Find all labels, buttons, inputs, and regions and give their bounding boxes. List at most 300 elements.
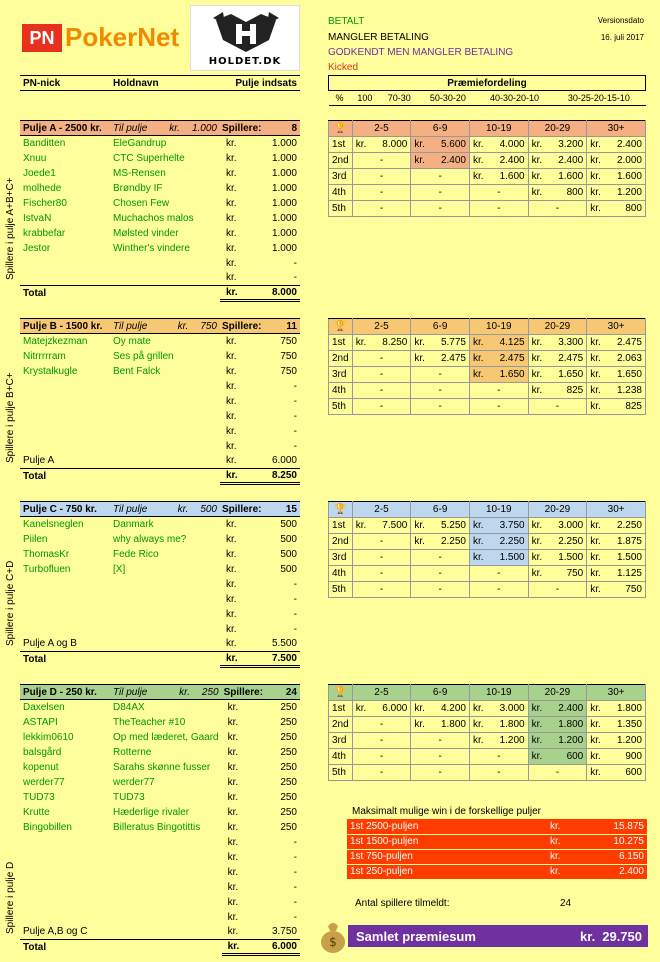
place-label: 2nd (329, 534, 353, 550)
player-team (110, 637, 220, 652)
prize-row (329, 534, 646, 550)
prize-empty: - (469, 582, 528, 598)
place-label: 5th (329, 201, 353, 217)
prize-value: 2.475 (604, 335, 645, 351)
player-kr: kr. (226, 350, 237, 362)
player-kr: kr. (226, 212, 237, 224)
player-kr: kr. (227, 716, 239, 728)
player-row[interactable] (20, 349, 300, 364)
pool-til (110, 502, 220, 517)
player-row[interactable] (20, 715, 300, 730)
prize-kr: kr. (411, 351, 429, 367)
player-row[interactable] (20, 805, 300, 820)
player-row[interactable] (20, 895, 300, 910)
samlet-kr: kr. (580, 929, 596, 944)
prize-col-header: 30+ (587, 319, 646, 335)
pool-spillere (220, 502, 300, 517)
player-kr: kr. (227, 761, 239, 773)
player-amount: 250 (280, 821, 297, 833)
player-kr: kr. (226, 425, 237, 437)
player-nick (20, 379, 110, 394)
player-row[interactable] (20, 181, 300, 196)
player-nick: Turbofluen (23, 563, 71, 575)
player-nick: lekkim0610 (23, 731, 74, 743)
prize-col-header: 10-19 (469, 502, 528, 518)
player-nick (20, 880, 110, 895)
prize-empty: - (352, 153, 411, 169)
player-row[interactable] (20, 532, 300, 547)
total-kr: kr. (226, 653, 238, 664)
max-win-value: 6.150 (577, 849, 647, 864)
prize-kr: kr. (587, 383, 605, 399)
prize-kr: kr. (587, 717, 605, 733)
versionsdato-value: 16. juli 2017 (600, 33, 644, 42)
til-pulje-label: Til pulje (113, 686, 148, 698)
total-label: Total (20, 940, 110, 955)
holdet-logo (190, 5, 300, 71)
pool-title: Pulje C - 750 kr. (20, 502, 110, 517)
player-kr: kr. (226, 272, 237, 284)
player-team (110, 910, 222, 925)
max-win-value: 10.275 (577, 834, 647, 849)
til-pulje-amount: 250 (201, 686, 219, 698)
total-label: Total (20, 286, 110, 301)
prize-row (329, 749, 646, 765)
player-amount: 250 (280, 731, 297, 743)
samlet-label: Samlet præmiesum (356, 929, 476, 944)
player-team: Chosen Few (113, 197, 170, 209)
pool-header (20, 685, 300, 700)
player-nick (20, 865, 110, 880)
spillere-count: 8 (291, 122, 297, 134)
player-kr: kr. (227, 806, 239, 818)
prize-kr: kr. (469, 335, 487, 351)
prize-value: 4.000 (487, 137, 528, 153)
player-row[interactable] (20, 151, 300, 166)
antal-value: 24 (560, 898, 572, 909)
player-row[interactable] (20, 925, 300, 940)
player-amount: - (293, 440, 297, 452)
prize-kr: kr. (469, 550, 487, 566)
player-row[interactable] (20, 835, 300, 850)
player-team: Fede Rico (113, 548, 159, 560)
player-row[interactable] (20, 334, 300, 349)
prize-kr: kr. (352, 137, 370, 153)
prize-value: 1.500 (487, 550, 528, 566)
max-win-kr: kr. (547, 819, 577, 834)
pool-header (20, 319, 300, 334)
prize-kr: kr. (587, 765, 605, 781)
prize-value: 1.650 (604, 367, 645, 383)
prize-empty: - (411, 733, 470, 749)
til-pulje-label: Til pulje (113, 320, 148, 332)
prize-value: 5.775 (428, 335, 469, 351)
player-team: CTC Superhelte (113, 152, 185, 164)
player-kr: kr. (226, 137, 237, 149)
pool-total-row (20, 652, 300, 667)
player-amount: 1.000 (271, 152, 297, 164)
player-kr: kr. (227, 746, 239, 758)
player-row[interactable] (20, 271, 300, 286)
max-win-pool: 1st 1500-puljen (347, 834, 547, 849)
samlet-praemiesum (348, 925, 648, 947)
player-team: Brøndby IF (113, 182, 163, 194)
player-nick: Xnuu (23, 152, 47, 164)
player-row[interactable] (20, 700, 300, 715)
player-nick (20, 577, 110, 592)
place-label: 1st (329, 137, 353, 153)
player-kr: kr. (226, 197, 237, 209)
place-label: 4th (329, 185, 353, 201)
prize-row (329, 582, 646, 598)
til-pulje-amount: 500 (200, 503, 217, 515)
pool-d-players-table (20, 684, 300, 956)
player-kr: kr. (226, 455, 237, 467)
prize-empty: - (352, 566, 411, 582)
prize-value: 6.000 (370, 701, 411, 717)
prize-empty: - (469, 201, 528, 217)
spillere-label: Spillere: (222, 503, 262, 515)
player-kr: kr. (226, 533, 237, 545)
prize-row (329, 566, 646, 582)
prize-empty: - (411, 550, 470, 566)
prize-value: 800 (604, 201, 645, 217)
prize-row (329, 367, 646, 383)
player-amount: - (293, 623, 297, 635)
prize-kr: kr. (528, 351, 546, 367)
player-amount: 250 (280, 701, 297, 713)
player-amount: 1.000 (271, 212, 297, 224)
spillere-label: Spillere: (222, 122, 262, 134)
player-row[interactable] (20, 364, 300, 379)
prize-value: 8.000 (370, 137, 411, 153)
player-team: Ses på grillen (113, 350, 174, 362)
prize-col-header: 6-9 (411, 502, 470, 518)
prize-empty: - (411, 169, 470, 185)
player-team (110, 880, 222, 895)
player-row[interactable] (20, 226, 300, 241)
trophy-icon: 🏆 (329, 502, 353, 518)
prize-kr: kr. (528, 701, 546, 717)
player-row[interactable] (20, 910, 300, 925)
prize-kr: kr. (528, 185, 546, 201)
samlet-value: 29.750 (602, 929, 642, 944)
player-nick: Daxelsen (23, 701, 65, 713)
pool-total-row (20, 286, 300, 301)
player-row[interactable] (20, 865, 300, 880)
player-row[interactable] (20, 760, 300, 775)
player-row[interactable] (20, 517, 300, 532)
prize-kr: kr. (469, 351, 487, 367)
prize-value: 750 (546, 566, 587, 582)
prize-value: 1.800 (487, 717, 528, 733)
player-row[interactable] (20, 880, 300, 895)
prize-empty: - (469, 749, 528, 765)
left-header (20, 75, 300, 91)
max-win-title: Maksimalt mulige win i de forskellige puljer (352, 806, 541, 817)
pct-col: 30-25-20-15-10 (552, 91, 645, 106)
prize-empty: - (411, 201, 470, 217)
player-team: Op med læderet, Gaard (113, 731, 219, 743)
player-row[interactable] (20, 730, 300, 745)
prize-empty: - (352, 367, 411, 383)
prize-value: 800 (546, 185, 587, 201)
prize-value: 1.600 (487, 169, 528, 185)
prize-row (329, 201, 646, 217)
player-kr: kr. (227, 791, 239, 803)
prize-col-header: 2-5 (352, 685, 411, 701)
prize-value: 2.400 (428, 153, 469, 169)
player-row[interactable] (20, 439, 300, 454)
player-amount: - (293, 380, 297, 392)
player-amount: - (293, 881, 297, 893)
player-kr: kr. (226, 365, 237, 377)
max-win-pool: 1st 750-puljen (347, 849, 547, 864)
player-nick (20, 607, 110, 622)
prize-value: 1.350 (604, 717, 645, 733)
player-team (110, 865, 222, 880)
total-kr: kr. (227, 941, 240, 952)
prize-row (329, 335, 646, 351)
player-row[interactable] (20, 196, 300, 211)
player-row[interactable] (20, 211, 300, 226)
pool-a-prize-table (328, 120, 646, 217)
player-nick: Nitrrrrram (23, 350, 66, 362)
player-team: D84AX (113, 701, 145, 713)
max-win-table (347, 819, 647, 880)
player-row[interactable] (20, 592, 300, 607)
prize-kr: kr. (528, 137, 546, 153)
player-row[interactable] (20, 622, 300, 637)
pool-d-prize-table (328, 684, 646, 781)
prize-row (329, 701, 646, 717)
max-win-pool: 1st 2500-puljen (347, 819, 547, 834)
player-team (110, 439, 220, 454)
prize-col-header: 20-29 (528, 121, 587, 137)
legend-betalt: BETALT (328, 16, 365, 27)
prize-kr: kr. (587, 733, 605, 749)
trophy-icon: 🏆 (329, 319, 353, 335)
player-team: Muchachos malos (113, 212, 194, 224)
spillere-label: Spillere: (222, 320, 262, 332)
prize-value: 1.200 (604, 733, 645, 749)
player-amount: - (293, 866, 297, 878)
prize-row (329, 169, 646, 185)
player-row[interactable] (20, 577, 300, 592)
player-row[interactable] (20, 607, 300, 622)
prize-value: 8.250 (370, 335, 411, 351)
prize-row (329, 383, 646, 399)
player-nick: Pulje A (23, 455, 55, 467)
prize-kr: kr. (411, 717, 429, 733)
total-label: Total (20, 652, 110, 667)
prize-empty: - (411, 765, 470, 781)
pokernet-wordmark: PokerNet (65, 22, 180, 52)
prize-col-header: 10-19 (469, 685, 528, 701)
prize-empty: - (352, 351, 411, 367)
player-amount: 250 (280, 791, 297, 803)
max-win-row (347, 819, 647, 834)
player-row[interactable] (20, 424, 300, 439)
player-nick: Bingobillen (23, 821, 72, 833)
player-kr: kr. (227, 836, 239, 848)
prize-kr: kr. (587, 550, 605, 566)
prize-value: 2.400 (546, 701, 587, 717)
prize-col-header: 6-9 (411, 319, 470, 335)
prize-empty: - (352, 550, 411, 566)
player-kr: kr. (226, 440, 237, 452)
svg-text:$: $ (329, 935, 337, 949)
player-row[interactable] (20, 775, 300, 790)
max-win-row (347, 849, 647, 864)
player-kr: kr. (227, 731, 239, 743)
prize-kr: kr. (352, 335, 370, 351)
player-nick: molhede (23, 182, 62, 194)
prize-empty: - (469, 383, 528, 399)
player-kr: kr. (226, 518, 237, 530)
prize-row (329, 399, 646, 415)
pct-col: 50-30-20 (419, 91, 477, 106)
player-team: werder77 (113, 776, 155, 788)
player-team: Billeratus Bingotittis (113, 821, 201, 833)
prize-empty: - (411, 367, 470, 383)
legend-mangler: MANGLER BETALING (328, 32, 429, 43)
prize-value: 2.250 (487, 534, 528, 550)
player-row[interactable] (20, 241, 300, 256)
place-label: 5th (329, 399, 353, 415)
prize-kr: kr. (528, 534, 546, 550)
prize-kr: kr. (528, 518, 546, 534)
prize-value: 750 (604, 582, 645, 598)
player-team (110, 835, 222, 850)
player-row[interactable] (20, 637, 300, 652)
player-team: Hæderlige rivaler (113, 806, 190, 818)
prize-kr: kr. (469, 733, 487, 749)
til-pulje-kr: kr. (169, 122, 180, 134)
player-nick (20, 910, 110, 925)
player-row[interactable] (20, 394, 300, 409)
max-win-kr: kr. (547, 834, 577, 849)
prize-empty: - (411, 185, 470, 201)
total-value: 8.250 (271, 470, 297, 481)
max-win-kr: kr. (547, 849, 577, 864)
place-label: 2nd (329, 717, 353, 733)
prize-kr: kr. (587, 153, 605, 169)
player-kr: kr. (226, 182, 237, 194)
player-team (110, 409, 220, 424)
prize-kr: kr. (469, 153, 487, 169)
player-nick (20, 271, 110, 286)
holdet-crest-icon (211, 10, 281, 54)
prize-value: 1.125 (604, 566, 645, 582)
prize-kr: kr. (528, 733, 546, 749)
player-amount: 1.000 (271, 182, 297, 194)
prize-kr: kr. (528, 383, 546, 399)
player-nick: Jestor (23, 242, 51, 254)
prize-empty: - (469, 566, 528, 582)
praemie-title: Præmiefordeling (329, 76, 646, 91)
prize-value: 1.238 (604, 383, 645, 399)
prize-empty: - (352, 169, 411, 185)
prize-empty: - (352, 749, 411, 765)
prize-row (329, 550, 646, 566)
col-pulje-indsats: Pulje indsats (220, 76, 300, 91)
col-pn-nick: PN-nick (20, 76, 110, 91)
player-nick: ThomasKr (23, 548, 70, 560)
player-team (110, 394, 220, 409)
player-amount: 500 (280, 548, 297, 560)
player-row[interactable] (20, 790, 300, 805)
player-amount: - (293, 410, 297, 422)
player-kr: kr. (227, 926, 239, 938)
prize-value: 5.600 (428, 137, 469, 153)
pct-col: 100 (351, 91, 380, 106)
player-team (110, 895, 222, 910)
max-win-pool: 1st 250-puljen (347, 864, 547, 879)
total-value: 6.000 (271, 941, 297, 952)
prize-value: 1.800 (428, 717, 469, 733)
place-label: 3rd (329, 733, 353, 749)
prize-kr: kr. (587, 367, 605, 383)
player-amount: - (293, 578, 297, 590)
prize-kr: kr. (411, 153, 429, 169)
player-row[interactable] (20, 745, 300, 760)
total-value: 8.000 (271, 287, 297, 298)
prize-value: 4.125 (487, 335, 528, 351)
trophy-icon: 🏆 (329, 121, 353, 137)
til-pulje-label: Til pulje (113, 503, 148, 515)
prize-empty: - (352, 582, 411, 598)
player-row[interactable] (20, 454, 300, 469)
pn-logo-mark: PN (22, 24, 62, 52)
prize-kr: kr. (469, 169, 487, 185)
player-amount: 500 (280, 518, 297, 530)
prize-value: 1.200 (487, 733, 528, 749)
player-row[interactable] (20, 136, 300, 151)
legend-kicked: Kicked (328, 62, 359, 73)
player-nick (20, 850, 110, 865)
pool-til (110, 685, 222, 700)
player-amount: - (293, 851, 297, 863)
prize-kr: kr. (587, 582, 605, 598)
prize-row (329, 518, 646, 534)
versionsdato-label: Versionsdato (597, 16, 644, 25)
player-row[interactable] (20, 547, 300, 562)
player-kr: kr. (226, 593, 237, 605)
player-row[interactable] (20, 379, 300, 394)
player-row[interactable] (20, 166, 300, 181)
player-row[interactable] (20, 562, 300, 577)
player-row[interactable] (20, 409, 300, 424)
max-win-value: 15.875 (577, 819, 647, 834)
player-row[interactable] (20, 820, 300, 835)
prize-value: 3.200 (546, 137, 587, 153)
player-amount: - (293, 257, 297, 269)
place-label: 1st (329, 701, 353, 717)
player-row[interactable] (20, 256, 300, 271)
player-team (110, 925, 222, 940)
prize-kr: kr. (587, 201, 605, 217)
player-team (110, 577, 220, 592)
prize-empty: - (411, 566, 470, 582)
player-nick (20, 622, 110, 637)
prize-kr: kr. (587, 701, 605, 717)
prize-value: 3.000 (487, 701, 528, 717)
player-amount: - (293, 836, 297, 848)
player-row[interactable] (20, 850, 300, 865)
player-amount: 500 (280, 563, 297, 575)
player-amount: 3.750 (271, 926, 297, 938)
